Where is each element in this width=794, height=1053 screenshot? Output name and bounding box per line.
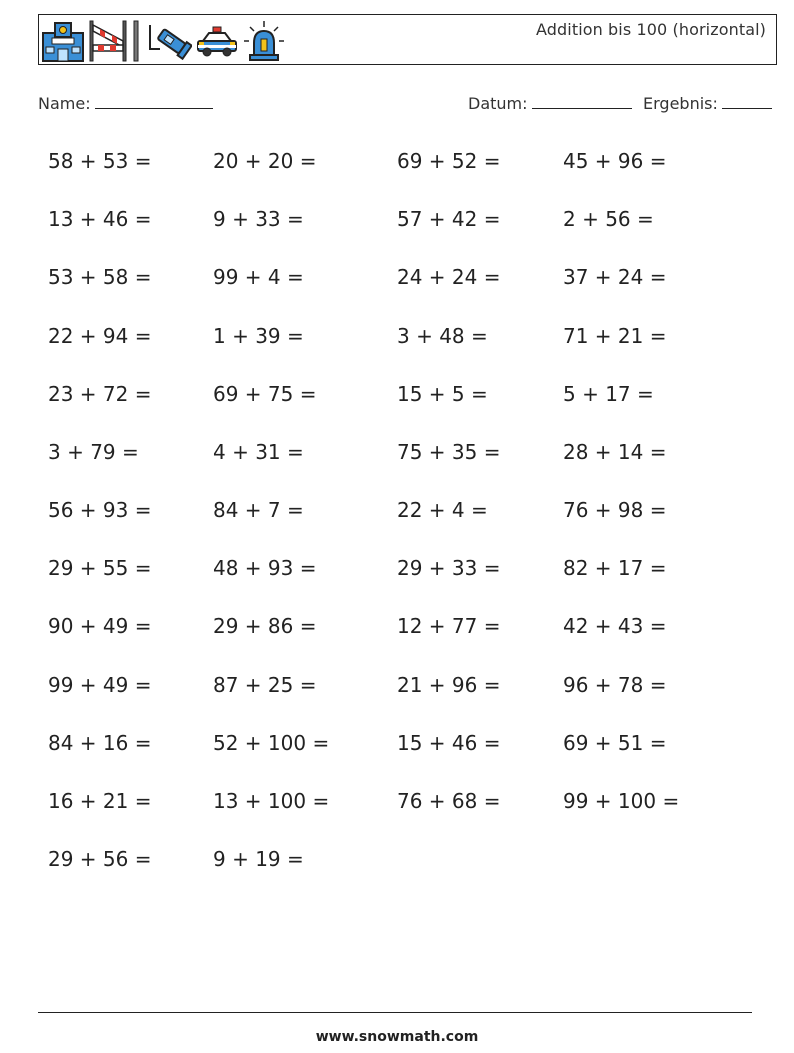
- addition-problem: 5 + 17 =: [563, 382, 654, 406]
- addition-problem: 23 + 72 =: [48, 382, 152, 406]
- siren-icon: [242, 19, 286, 63]
- name-field[interactable]: [38, 92, 213, 113]
- addition-problem: 22 + 94 =: [48, 324, 152, 348]
- addition-problem: 45 + 96 =: [563, 149, 667, 173]
- road-barrier-icon: [88, 19, 128, 63]
- addition-problem: 2 + 56 =: [563, 207, 654, 231]
- addition-problem: 28 + 14 =: [563, 440, 667, 464]
- addition-problem: 22 + 4 =: [397, 498, 488, 522]
- addition-problem: 12 + 77 =: [397, 614, 501, 638]
- addition-problem: 87 + 25 =: [213, 673, 317, 697]
- addition-problem: 84 + 16 =: [48, 731, 152, 755]
- barrier-gate-icon: [131, 19, 145, 63]
- police-station-icon: [41, 19, 85, 63]
- addition-problem: 42 + 43 =: [563, 614, 667, 638]
- name-blank[interactable]: [95, 92, 213, 109]
- addition-problem: 76 + 68 =: [397, 789, 501, 813]
- addition-problem: 15 + 46 =: [397, 731, 501, 755]
- addition-problem: 48 + 93 =: [213, 556, 317, 580]
- addition-problem: 57 + 42 =: [397, 207, 501, 231]
- addition-problem: 15 + 5 =: [397, 382, 488, 406]
- addition-problem: 29 + 86 =: [213, 614, 317, 638]
- addition-problem: 82 + 17 =: [563, 556, 667, 580]
- addition-problem: 69 + 75 =: [213, 382, 317, 406]
- footer-website: www.snowmath.com: [315, 1029, 479, 1045]
- police-car-icon: [195, 19, 239, 63]
- addition-problem: 3 + 79 =: [48, 440, 139, 464]
- addition-problem: 24 + 24 =: [397, 265, 501, 289]
- addition-problem: 99 + 4 =: [213, 265, 304, 289]
- worksheet-title: Addition bis 100 (horizontal): [536, 20, 766, 39]
- addition-problem: 53 + 58 =: [48, 265, 152, 289]
- addition-problem: 69 + 52 =: [397, 149, 501, 173]
- addition-problem: 20 + 20 =: [213, 149, 317, 173]
- worksheet-header: [38, 14, 777, 65]
- addition-problem: 99 + 49 =: [48, 673, 152, 697]
- date-label: Datum:: [468, 94, 528, 113]
- addition-problem: 71 + 21 =: [563, 324, 667, 348]
- addition-problem: 3 + 48 =: [397, 324, 488, 348]
- addition-problem: 9 + 19 =: [213, 847, 304, 871]
- addition-problem: 90 + 49 =: [48, 614, 152, 638]
- result-blank[interactable]: [722, 92, 772, 109]
- addition-problem: 1 + 39 =: [213, 324, 304, 348]
- addition-problem: 99 + 100 =: [563, 789, 680, 813]
- addition-problem: 29 + 33 =: [397, 556, 501, 580]
- header-icons: [41, 18, 286, 64]
- addition-problem: 9 + 33 =: [213, 207, 304, 231]
- addition-problem: 75 + 35 =: [397, 440, 501, 464]
- addition-problem: 56 + 93 =: [48, 498, 152, 522]
- date-field[interactable]: [468, 92, 632, 113]
- footer-divider: [38, 1012, 752, 1013]
- addition-problem: 29 + 56 =: [48, 847, 152, 871]
- addition-problem: 13 + 100 =: [213, 789, 330, 813]
- addition-problem: 84 + 7 =: [213, 498, 304, 522]
- addition-problem: 13 + 46 =: [48, 207, 152, 231]
- addition-problem: 58 + 53 =: [48, 149, 152, 173]
- flashlight-icon: [148, 19, 192, 63]
- result-field[interactable]: [643, 92, 772, 113]
- addition-problem: 29 + 55 =: [48, 556, 152, 580]
- addition-problem: 21 + 96 =: [397, 673, 501, 697]
- addition-problem: 76 + 98 =: [563, 498, 667, 522]
- addition-problem: 16 + 21 =: [48, 789, 152, 813]
- addition-problem: 96 + 78 =: [563, 673, 667, 697]
- result-label: Ergebnis:: [643, 94, 718, 113]
- date-blank[interactable]: [532, 92, 632, 109]
- addition-problem: 52 + 100 =: [213, 731, 330, 755]
- name-label: Name:: [38, 94, 91, 113]
- addition-problem: 37 + 24 =: [563, 265, 667, 289]
- addition-problem: 69 + 51 =: [563, 731, 667, 755]
- addition-problem: 4 + 31 =: [213, 440, 304, 464]
